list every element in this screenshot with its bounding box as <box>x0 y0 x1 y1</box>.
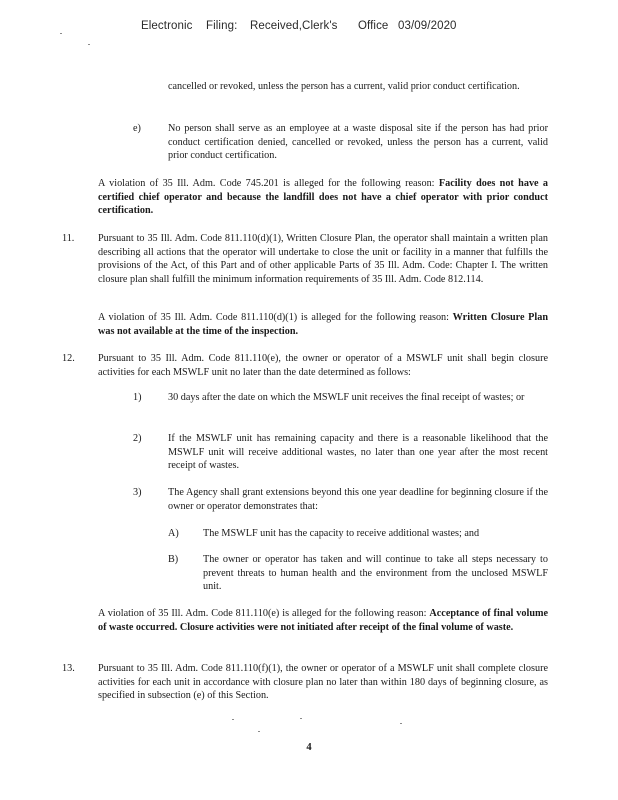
item-e-label: e) <box>133 123 141 134</box>
subitem-b-text: The owner or operator has taken and will continue to take all steps necessary to prevent threats to human health and the environment from the unclosed MSWLF unit. <box>203 554 548 593</box>
scan-speck <box>88 44 90 45</box>
violation-811-110-d-1-reason: Written Closure Plan was not available at the time of the inspection. <box>98 312 548 337</box>
header-received-clerks: Received,Clerk's <box>250 20 338 32</box>
violation-811-110-e-lead: A violation of 35 Ill. Adm. Code 811.110(e) is alleged for the following reason: <box>98 608 427 619</box>
item-e-text: No person shall serve as an employee at a waste disposal site if the person has had prior conduct certification denied, cancelled or revoked, unless the person has a current, valid prior conduct certification. <box>168 123 548 162</box>
para-13-text: Pursuant to 35 Ill. Adm. Code 811.110(f)(1), the owner or operator of a MSWLF unit shall complete closure activities for each unit in accordance with closure plan no later than within 180 days of beginning closure, as specified in subsection (e) of this Section. <box>98 663 548 702</box>
item-2-label: 2) <box>133 433 142 444</box>
violation-811-110-d-1-lead: A violation of 35 Ill. Adm. Code 811.110(d)(1) is alleged for the following reason: <box>98 312 449 323</box>
item-1-text: 30 days after the date on which the MSWLF unit receives the final receipt of wastes; or <box>168 392 525 403</box>
item-3-label: 3) <box>133 487 142 498</box>
header-date: 03/09/2020 <box>398 20 457 32</box>
violation-811-110-d-1 <box>98 311 548 338</box>
violation-811-110-e-reason: Acceptance of final volume of waste occurred. Closure activities were not initiated after receipt of the final volume of waste. <box>98 608 548 633</box>
para-13-number: 13. <box>62 663 75 674</box>
para-11-text: Pursuant to 35 Ill. Adm. Code 811.110(d)(1), Written Closure Plan, the operator shall maintain a written plan describing all actions that the operator will undertake to close the unit or facility in a manner that fulfills the provisions of the Act, of this Part and of other applicable Parts of 35 Ill. Adm. Code: Chapter I. The written closure plan shall fulfill the minimum information requirements of 35 Ill. Adm. Code 812.114. <box>98 233 548 285</box>
scan-speck <box>258 731 260 732</box>
para-12-number: 12. <box>62 353 75 364</box>
subitem-a-text: The MSWLF unit has the capacity to receive additional wastes; and <box>203 528 480 539</box>
para-11-number: 11. <box>62 233 75 244</box>
item-3-text: The Agency shall grant extensions beyond this one year deadline for beginning closure if the owner or operator demonstrates that: <box>168 487 548 512</box>
header-filing: Filing: <box>206 20 238 32</box>
continued-text: cancelled or revoked, unless the person has a current, valid prior conduct certification. <box>168 81 520 92</box>
violation-745-201-reason: Facility does not have a certified chief operator and because the landfill does not have a chief operator with prior conduct certification. <box>98 178 549 217</box>
scan-speck <box>232 719 234 720</box>
subitem-b-label: B) <box>168 554 179 565</box>
page-number: 4 <box>306 742 312 753</box>
item-1-label: 1) <box>133 392 142 403</box>
violation-745-201-lead: A violation of 35 Ill. Adm. Code 745.201 is alleged for the following reason: <box>98 178 435 189</box>
header-office: Office <box>358 20 389 32</box>
violation-811-110-e <box>98 607 548 634</box>
subitem-a-label: A) <box>168 528 179 539</box>
scan-speck <box>60 33 62 34</box>
para-12-text: Pursuant to 35 Ill. Adm. Code 811.110(e), the owner or operator of a MSWLF unit shall begin closure activities for each MSWLF unit no later than the date determined as follows: <box>98 353 548 378</box>
scan-speck <box>300 718 302 719</box>
header-electronic: Electronic <box>141 20 193 32</box>
scan-speck <box>400 723 402 724</box>
item-2-text: If the MSWLF unit has remaining capacity and there is a reasonable likelihood that the MSWLF unit will receive additional wastes, no later than one year after the most recent receipt of wastes. <box>168 433 548 472</box>
violation-745-201 <box>98 177 548 218</box>
